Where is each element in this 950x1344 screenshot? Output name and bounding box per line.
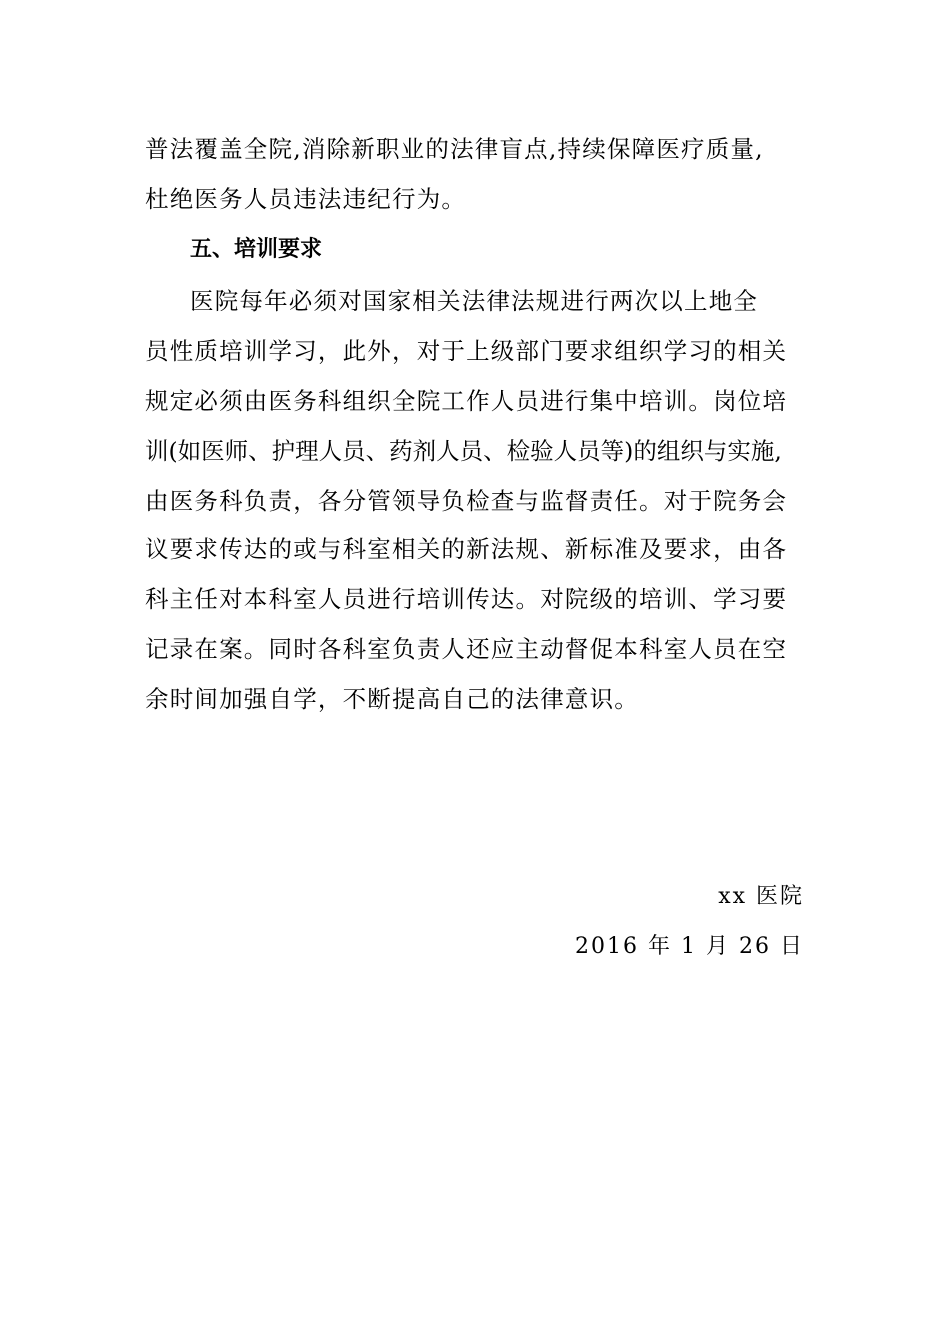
body-line-5: 由医务科负责，各分管领导负检查与监督责任。对于院务会	[145, 487, 788, 515]
body-line-2: 员性质培训学习，此外，对于上级部门要求组织学习的相关	[145, 337, 788, 365]
body-line-4: 训(如医师、护理人员、药剂人员、检验人员等)的组织与实施,	[145, 437, 782, 465]
body-line-9: 余时间加强自学，不断提高自己的法律意识。	[145, 685, 639, 713]
body-line-8: 记录在案。同时各科室负责人还应主动督促本科室人员在空	[145, 635, 788, 663]
body-line-7: 科主任对本科室人员进行培训传达。对院级的培训、学习要	[145, 585, 788, 613]
signature-organization: xx 医院	[718, 884, 804, 909]
section-heading: 五、培训要求	[190, 237, 323, 262]
intro-line-1: 普法覆盖全院,消除新职业的法律盲点,持续保障医疗质量,	[145, 135, 764, 163]
body-line-6: 议要求传达的或与科室相关的新法规、新标准及要求，由各	[145, 535, 788, 563]
body-line-3: 规定必须由医务科组织全院工作人员进行集中培训。岗位培	[145, 387, 788, 415]
signature-date: 2016 年 1 月 26 日	[575, 934, 804, 959]
intro-line-2: 杜绝医务人员违法违纪行为。	[145, 185, 467, 213]
body-line-1: 医院每年必须对国家相关法律法规进行两次以上地全	[190, 287, 759, 315]
